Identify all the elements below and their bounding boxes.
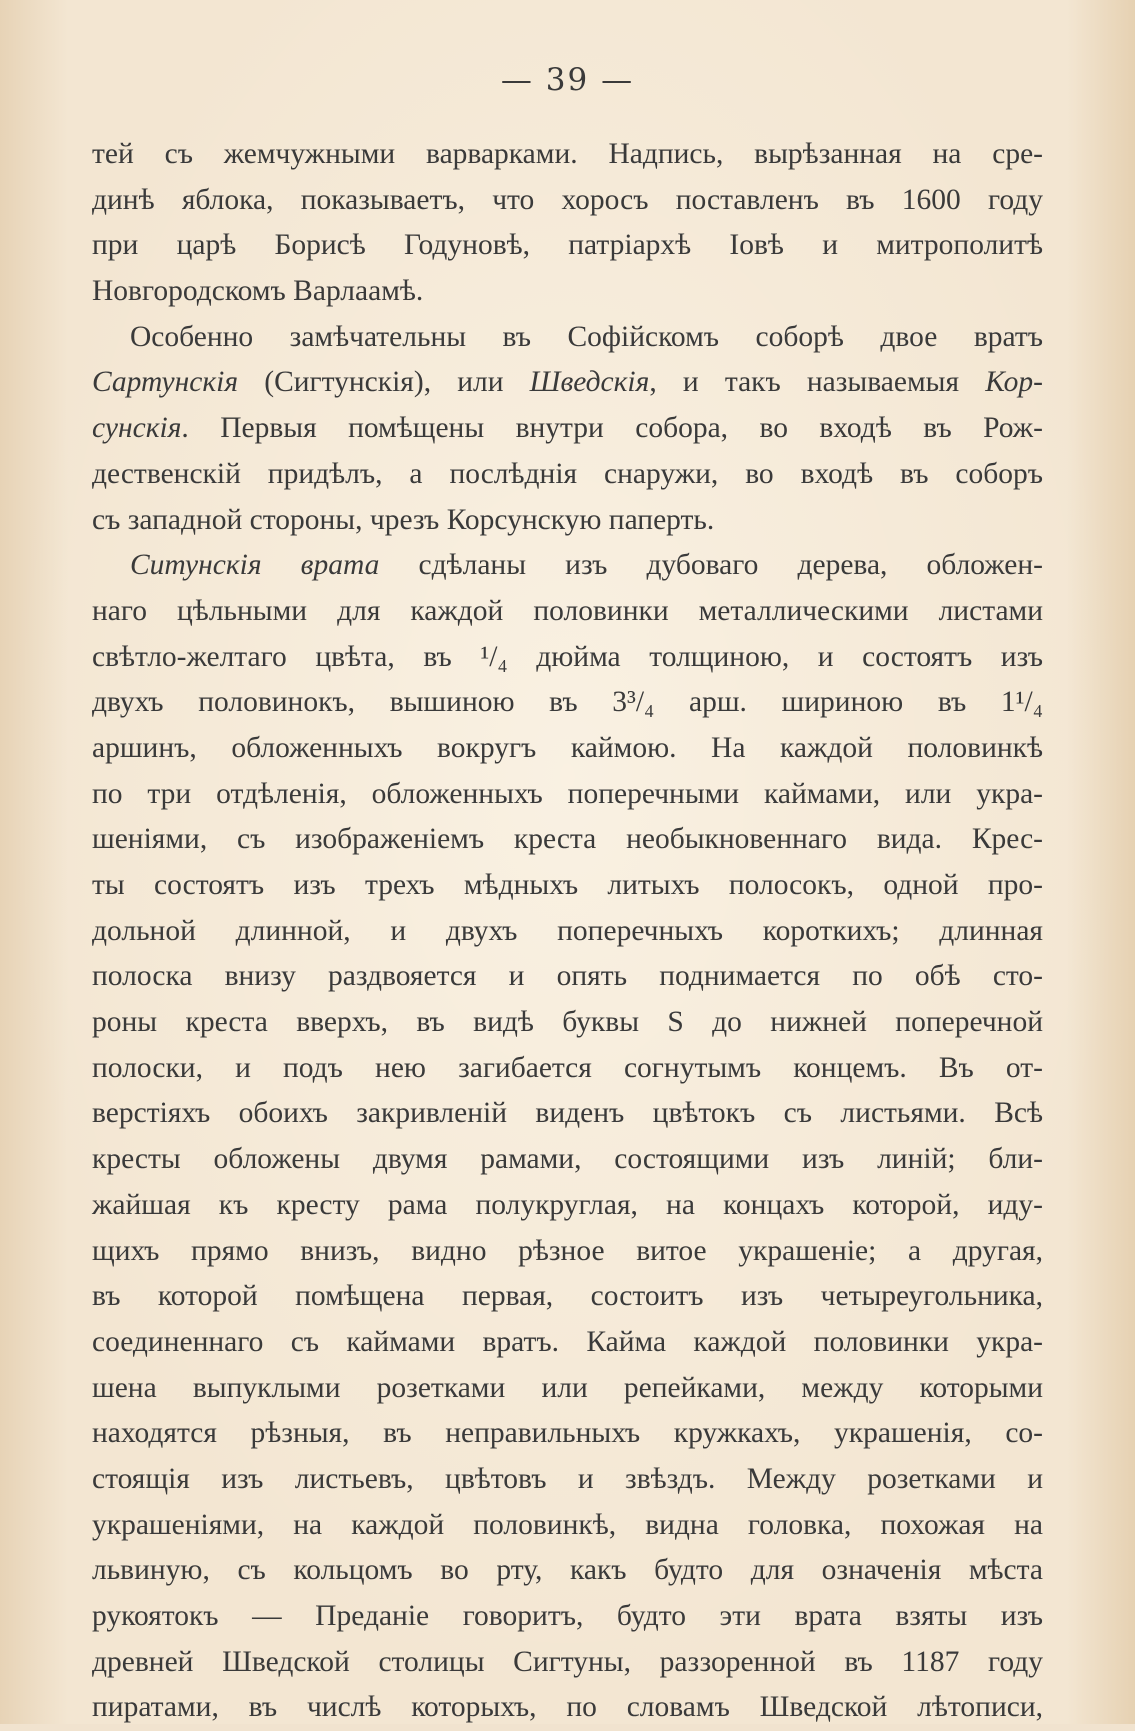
line-text: кресты обложены двумя рамами, состоящими изъ линій; бли- <box>92 1143 1043 1176</box>
text-line <box>92 772 1043 818</box>
italic-text: Кор- <box>985 366 1043 399</box>
line-text: съ западной стороны, чрезъ Корсунскую паперть. <box>92 503 715 536</box>
text-line <box>92 909 1043 955</box>
text-line <box>92 1046 1043 1092</box>
text-line <box>92 726 1043 772</box>
text-line <box>92 406 1043 452</box>
line-text: динѣ яблока, показываетъ, что хоросъ поставленъ въ 1600 году <box>92 183 1043 216</box>
line-text: жайшая къ кресту рама полукруглая, на концахъ которой, иду- <box>92 1188 1043 1221</box>
text-line <box>92 1229 1043 1275</box>
text-line <box>92 1457 1043 1503</box>
line-text: дольной длинной, и двухъ поперечныхъ короткихъ; длинная <box>92 914 1043 947</box>
line-text: украшеніями, на каждой половинкѣ, видна головка, похожая на <box>92 1508 1043 1541</box>
text-line <box>92 1685 1043 1731</box>
text-line <box>92 589 1043 635</box>
line-text: верстіяхъ обоихъ закривленій виденъ цвѣтокъ съ листьями. Всѣ <box>92 1097 1043 1130</box>
line-text: соединеннаго съ каймами вратъ. Кайма каждой половинки укра- <box>92 1325 1043 1358</box>
line-text: двухъ половинокъ, вышиною въ 3³/₄ арш. шириною въ 1¹/₄ <box>92 686 1043 719</box>
text-line <box>92 223 1043 269</box>
line-text: шена выпуклыми розетками или репейками, между которыми <box>92 1371 1043 1404</box>
text-line <box>92 1183 1043 1229</box>
text-line <box>92 1503 1043 1549</box>
text-line <box>92 1411 1043 1457</box>
text-line <box>92 863 1043 909</box>
text-line <box>92 817 1043 863</box>
line-text: сдѣланы изъ дубоваго дерева, обложен- <box>379 549 1043 582</box>
line-text: дественскій придѣлъ, а послѣднія снаружи, во входѣ въ соборъ <box>92 457 1043 490</box>
text-line <box>92 178 1043 224</box>
text-line <box>92 680 1043 726</box>
text-line <box>92 269 1043 315</box>
line-text: Новгородскомъ Варлаамѣ. <box>92 275 424 308</box>
line-text: полоска внизу раздвояется и опять поднимается по обѣ сто- <box>92 960 1043 993</box>
text-line <box>92 315 1043 361</box>
line-text: шеніями, съ изображеніемъ креста необыкновеннаго вида. Крес- <box>92 823 1043 856</box>
line-text: аршинъ, обложенныхъ вокругъ каймою. На каждой половинкѣ <box>92 731 1043 764</box>
line-text: тей съ жемчужными варварками. Надпись, вырѣзанная на сре- <box>92 138 1043 170</box>
line-text: полоски, и подъ нею загибается согнутымъ концемъ. Въ от- <box>92 1051 1043 1084</box>
text-line <box>92 954 1043 1000</box>
text-line <box>92 635 1043 681</box>
line-text: щихъ прямо внизъ, видно рѣзное витое украшеніе; а другая, <box>92 1234 1043 1267</box>
text-line <box>92 132 1043 178</box>
line-text: при царѣ Борисѣ Годуновѣ, патріархѣ Іовѣ и митрополитѣ <box>92 229 1043 262</box>
line-text: древней Шведской столицы Сигтуны, раззоренной въ 1187 году <box>92 1645 1043 1678</box>
italic-text: сунскія <box>92 412 182 445</box>
text-line <box>92 543 1043 589</box>
text-line <box>92 1548 1043 1594</box>
line-text: по три отдѣленія, обложенныхъ поперечными каймами, или укра- <box>92 777 1043 810</box>
line-text: находятся рѣзныя, въ неправильныхъ кружкахъ, украшенія, со- <box>92 1417 1043 1450</box>
page-number: — 39 — <box>500 62 635 98</box>
line-text: въ которой помѣщена первая, состоитъ изъ четыреугольника, <box>92 1280 1043 1313</box>
body-text <box>92 132 1043 1731</box>
line-text: . Первыя помѣщены внутри собора, во входѣ въ Рож- <box>181 412 1043 445</box>
text-line <box>92 1366 1043 1412</box>
line-text: роны креста вверхъ, въ видѣ буквы S до нижней поперечной <box>92 1006 1043 1039</box>
line-text: Особенно замѣчательны въ Софійскомъ соборѣ двое вратъ <box>130 320 1043 353</box>
text-line <box>92 1274 1043 1320</box>
line-text: наго цѣльными для каждой половинки металлическими листами <box>92 594 1043 627</box>
text-line <box>92 1000 1043 1046</box>
text-line <box>92 1594 1043 1640</box>
text-line <box>92 1091 1043 1137</box>
line-text: пиратами, въ числѣ которыхъ, по словамъ Шведской лѣтописи, <box>92 1691 1043 1724</box>
text-line <box>92 1320 1043 1366</box>
text-line <box>92 498 1043 544</box>
text-line <box>92 360 1043 406</box>
italic-text: Шведскія <box>529 366 650 399</box>
line-text: стоящія изъ листьевъ, цвѣтовъ и звѣздъ. Между розетками и <box>92 1462 1043 1495</box>
text-line <box>92 1137 1043 1183</box>
line-text: (Сигтунскія), или <box>238 366 530 399</box>
text-line <box>92 452 1043 498</box>
italic-text: Сартунскія <box>92 366 239 399</box>
line-text: львиную, съ кольцомъ во рту, какъ будто для означенія мѣста <box>92 1554 1043 1587</box>
line-text: рукоятокъ — Преданіе говоритъ, будто эти врата взяты изъ <box>92 1600 1043 1632</box>
line-text: свѣтло-желтаго цвѣта, въ ¹/₄ дюйма толщиною, и состоятъ изъ <box>92 640 1043 673</box>
line-text: ты состоятъ изъ трехъ мѣдныхъ литыхъ полосокъ, одной про- <box>92 869 1043 901</box>
line-text: , и такъ называемыя <box>649 366 986 399</box>
text-line <box>92 1640 1043 1686</box>
italic-text: Ситунскія врата <box>130 549 380 582</box>
